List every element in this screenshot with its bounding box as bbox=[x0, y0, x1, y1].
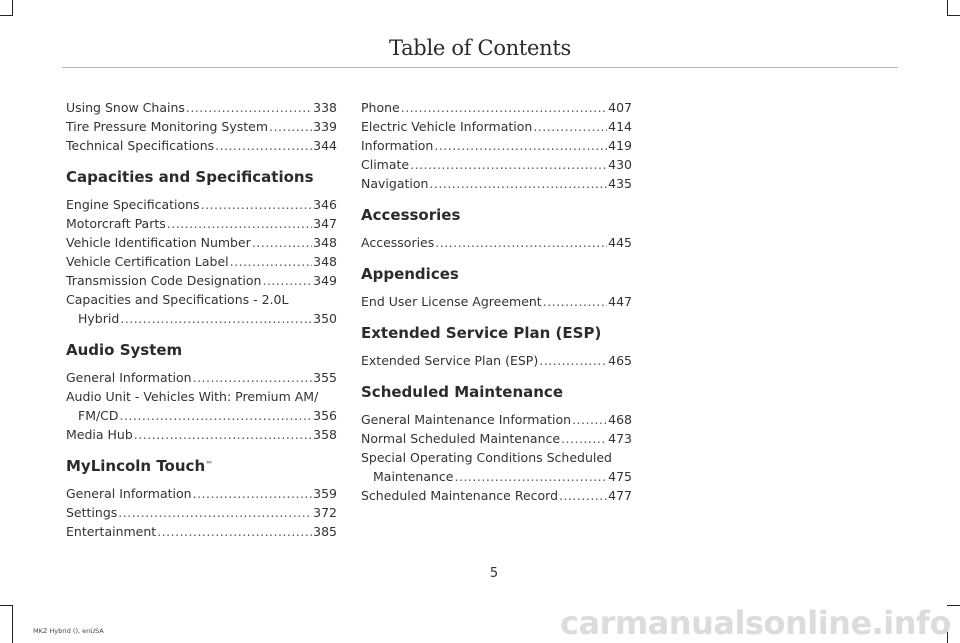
toc-entry-title: Entertainment bbox=[66, 524, 157, 539]
dot-leader bbox=[561, 429, 607, 448]
dot-leader bbox=[559, 486, 607, 505]
dot-leader bbox=[572, 410, 607, 429]
toc-entry[interactable] bbox=[66, 233, 337, 252]
toc-entry-page: 348 bbox=[313, 254, 337, 269]
toc-entry-title: Information bbox=[361, 138, 434, 153]
section-heading bbox=[361, 311, 632, 351]
section-heading bbox=[66, 155, 337, 195]
toc-entry-page: 339 bbox=[313, 119, 337, 134]
toc-entry-title: General Maintenance Information bbox=[361, 412, 572, 427]
toc-entry-page: 465 bbox=[608, 353, 632, 368]
toc-entry-continuation bbox=[66, 406, 337, 425]
toc-entry-page: 350 bbox=[313, 311, 337, 326]
page-title: Table of Contents bbox=[389, 36, 571, 60]
dot-leader bbox=[120, 309, 312, 328]
toc-entry-page: 344 bbox=[313, 138, 337, 153]
toc-entry[interactable] bbox=[66, 136, 337, 155]
toc-entry-title: FM/CD bbox=[78, 408, 119, 423]
toc-entry[interactable] bbox=[66, 368, 337, 387]
toc-entry-page: 475 bbox=[608, 469, 632, 484]
dot-leader bbox=[455, 467, 608, 486]
toc-entry-title: Settings bbox=[66, 505, 118, 520]
crop-mark bbox=[947, 15, 960, 16]
toc-entry-page: 346 bbox=[313, 197, 337, 212]
section-heading-text: Capacities and Specifications bbox=[66, 168, 314, 186]
crop-mark bbox=[0, 605, 13, 606]
toc-entry[interactable] bbox=[361, 98, 632, 117]
dot-leader bbox=[401, 98, 607, 117]
section-heading-text: Audio System bbox=[66, 341, 183, 359]
crop-mark bbox=[12, 0, 13, 16]
toc-entry-page: 473 bbox=[608, 431, 632, 446]
header-divider bbox=[62, 67, 898, 68]
toc-entry[interactable] bbox=[361, 410, 632, 429]
toc-entry-title: Extended Service Plan (ESP) bbox=[361, 353, 539, 368]
dot-leader bbox=[186, 98, 312, 117]
dot-leader bbox=[434, 136, 607, 155]
section-heading bbox=[361, 370, 632, 410]
toc-entry-title: Engine Specifications bbox=[66, 197, 200, 212]
section-heading bbox=[361, 252, 632, 292]
toc-entry[interactable] bbox=[66, 271, 337, 290]
toc-entry[interactable] bbox=[66, 252, 337, 271]
toc-entry-page: 349 bbox=[313, 273, 337, 288]
trademark-mark: ™ bbox=[205, 460, 214, 469]
toc-entry[interactable] bbox=[66, 425, 337, 444]
toc-entry[interactable] bbox=[66, 214, 337, 233]
toc-entry-page: 359 bbox=[313, 486, 337, 501]
toc-entry-page: 372 bbox=[313, 505, 337, 520]
toc-entry-title: Vehicle Certification Label bbox=[66, 254, 229, 269]
toc-entry-title: Technical Specifications bbox=[66, 138, 215, 153]
toc-entry[interactable] bbox=[66, 522, 337, 541]
toc-entry-title: Accessories bbox=[361, 235, 435, 250]
toc-entry-page: 385 bbox=[313, 524, 337, 539]
dot-leader bbox=[410, 155, 607, 174]
toc-entry-page: 435 bbox=[608, 176, 632, 191]
watermark: carmanualsonline.info bbox=[560, 604, 951, 642]
toc-entry[interactable] bbox=[66, 503, 337, 522]
toc-entry[interactable] bbox=[361, 486, 632, 505]
toc-entry-page: 447 bbox=[608, 294, 632, 309]
toc-entry[interactable] bbox=[361, 448, 632, 486]
toc-entry-title: Maintenance bbox=[373, 469, 454, 484]
toc-entry-continuation bbox=[66, 309, 337, 328]
toc-entry[interactable] bbox=[66, 484, 337, 503]
toc-entry[interactable] bbox=[66, 195, 337, 214]
toc-entry-page: 358 bbox=[313, 427, 337, 442]
toc-entry-title: Capacities and Specifications - 2.0L bbox=[66, 292, 289, 307]
toc-entry-page: 414 bbox=[608, 119, 632, 134]
toc-entry[interactable] bbox=[361, 136, 632, 155]
section-heading-text: Scheduled Maintenance bbox=[361, 383, 563, 401]
dot-leader bbox=[193, 484, 313, 503]
toc-entry-title: End User License Agreement bbox=[361, 294, 542, 309]
toc-entry[interactable] bbox=[66, 387, 337, 425]
section-heading-text: MyLincoln Touch bbox=[66, 457, 206, 475]
toc-entry-title: Scheduled Maintenance Record bbox=[361, 488, 559, 503]
section-heading bbox=[66, 444, 337, 484]
toc-entry-title: Motorcraft Parts bbox=[66, 216, 166, 231]
dot-leader bbox=[118, 503, 312, 522]
crop-mark bbox=[947, 0, 948, 16]
section-heading bbox=[361, 193, 632, 233]
toc-left-column bbox=[66, 98, 337, 541]
toc-entry-title: Media Hub bbox=[66, 427, 133, 442]
toc-entry-title: Audio Unit - Vehicles With: Premium AM/ bbox=[66, 389, 319, 404]
section-heading-text: Appendices bbox=[361, 265, 459, 283]
dot-leader bbox=[215, 136, 312, 155]
dot-leader bbox=[533, 117, 607, 136]
toc-entry[interactable] bbox=[361, 429, 632, 448]
toc-entry-title: Hybrid bbox=[78, 311, 120, 326]
toc-entry-title: Phone bbox=[361, 100, 400, 115]
dot-leader bbox=[230, 252, 312, 271]
toc-entry[interactable] bbox=[66, 290, 337, 328]
toc-entry-page: 348 bbox=[313, 235, 337, 250]
toc-entry-title: General Information bbox=[66, 486, 192, 501]
toc-entry-page: 338 bbox=[313, 100, 337, 115]
toc-entry-page: 355 bbox=[313, 370, 337, 385]
crop-mark bbox=[0, 15, 13, 16]
toc-entry[interactable] bbox=[66, 98, 337, 117]
dot-leader bbox=[120, 406, 313, 425]
toc-entry-continuation bbox=[361, 467, 632, 486]
toc-entry-title: General Information bbox=[66, 370, 192, 385]
toc-entry-page: 347 bbox=[313, 216, 337, 231]
toc-entry-page: 407 bbox=[608, 100, 632, 115]
dot-leader bbox=[134, 425, 312, 444]
dot-leader bbox=[539, 351, 607, 370]
toc-entry-title: Electric Vehicle Information bbox=[361, 119, 533, 134]
toc-entry-title: Navigation bbox=[361, 176, 429, 191]
toc-entry-page: 430 bbox=[608, 157, 632, 172]
dot-leader bbox=[262, 271, 312, 290]
toc-entry-title: Normal Scheduled Maintenance bbox=[361, 431, 561, 446]
toc-entry-page: 356 bbox=[313, 408, 337, 423]
dot-leader bbox=[543, 292, 607, 311]
dot-leader bbox=[193, 368, 313, 387]
page-number: 5 bbox=[489, 566, 499, 581]
toc-entry[interactable] bbox=[66, 117, 337, 136]
dot-leader bbox=[157, 522, 312, 541]
toc-entry-title: Special Operating Conditions Scheduled bbox=[361, 450, 612, 465]
toc-entry-page: 419 bbox=[608, 138, 632, 153]
toc-entry-page: 468 bbox=[608, 412, 632, 427]
toc-entry[interactable] bbox=[361, 233, 632, 252]
crop-mark bbox=[12, 605, 13, 643]
toc-entry[interactable] bbox=[361, 155, 632, 174]
footer-text: MKZ Hybrid (), enUSA bbox=[33, 627, 104, 635]
toc-entry-page: 477 bbox=[608, 488, 632, 503]
dot-leader bbox=[252, 233, 312, 252]
toc-entry-title: Using Snow Chains bbox=[66, 100, 185, 115]
section-heading bbox=[66, 328, 337, 368]
dot-leader bbox=[269, 117, 312, 136]
dot-leader bbox=[429, 174, 607, 193]
dot-leader bbox=[435, 233, 607, 252]
toc-entry-title: Vehicle Identification Number bbox=[66, 235, 251, 250]
toc-entry-title: Tire Pressure Monitoring System bbox=[66, 119, 269, 134]
toc-entry[interactable] bbox=[361, 117, 632, 136]
toc-entry-title: Climate bbox=[361, 157, 410, 172]
dot-leader bbox=[201, 195, 313, 214]
toc-entry-page: 445 bbox=[608, 235, 632, 250]
toc-entry[interactable] bbox=[361, 351, 632, 370]
toc-right-column bbox=[361, 98, 632, 505]
dot-leader bbox=[167, 214, 312, 233]
toc-entry[interactable] bbox=[361, 174, 632, 193]
toc-entry-title: Transmission Code Designation bbox=[66, 273, 262, 288]
section-heading-text: Accessories bbox=[361, 206, 461, 224]
toc-entry[interactable] bbox=[361, 292, 632, 311]
section-heading-text: Extended Service Plan (ESP) bbox=[361, 324, 602, 342]
